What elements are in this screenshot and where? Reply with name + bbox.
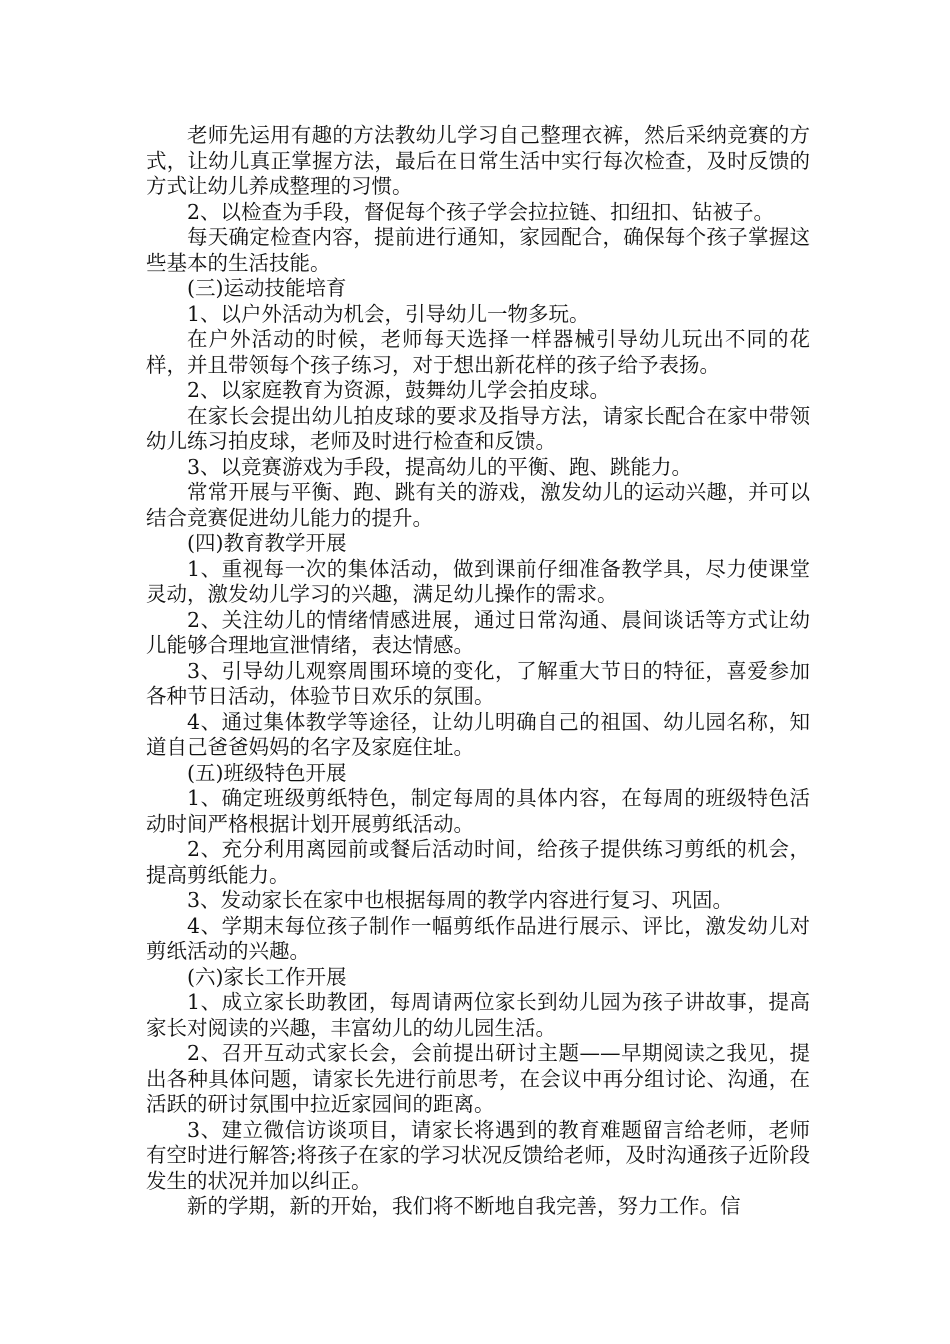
paragraph: 2、关注幼儿的情绪情感进展，通过日常沟通、晨间谈话等方式让幼儿能够合理地宣泄情绪，表达情感。 [146,607,810,657]
paragraph: 3、发动家长在家中也根据每周的教学内容进行复习、巩固。 [187,888,734,912]
paragraph: 2、以家庭教育为资源，鼓舞幼儿学会拍皮球。 [187,378,611,402]
paragraph: 1、成立家长助教团，每周请两位家长到幼儿园为孩子讲故事，提高家长对阅读的兴趣，丰富幼儿的幼儿园生活。 [146,990,810,1040]
paragraph: 老师先运用有趣的方法教幼儿学习自己整理衣裤，然后采纳竞赛的方式，让幼儿真正掌握方法，最后在日常生活中实行每次检查，及时反馈的方式让幼儿养成整理的习惯。 [146,123,810,198]
paragraph: 1、重视每一次的集体活动，做到课前仔细准备教学具，尽力使课堂灵动，激发幼儿学习的兴趣，满足幼儿操作的需求。 [146,556,810,606]
paragraph: 3、引导幼儿观察周围环境的变化，了解重大节日的特征，喜爱参加各种节日活动，体验节日欢乐的氛围。 [146,658,810,708]
section-heading: (三)运动技能培育 [187,276,347,300]
paragraph: 1、确定班级剪纸特色，制定每周的具体内容，在每周的班级特色活动时间严格根据计划开展剪纸活动。 [146,786,810,836]
section-heading: (四)教育教学开展 [187,531,347,555]
paragraph: 常常开展与平衡、跑、跳有关的游戏，激发幼儿的运动兴趣，并可以结合竞赛促进幼儿能力的提升。 [146,480,810,530]
paragraph: 4、通过集体教学等途径，让幼儿明确自己的祖国、幼儿园名称，知道自己爸爸妈妈的名字及家庭住址。 [146,709,810,759]
paragraph: 2、召开互动式家长会，会前提出研讨主题——早期阅读之我见，提出各种具体问题，请家长先进行前思考，在会议中再分组讨论、沟通，在活跃的研讨氛围中拉近家园间的距离。 [146,1041,810,1116]
paragraph: 3、建立微信访谈项目，请家长将遇到的教育难题留言给老师，老师有空时进行解答;将孩子在家的学习状况反馈给老师，及时沟通孩子近阶段发生的状况并加以纠正。 [146,1117,810,1193]
paragraph: 1、以户外活动为机会，引导幼儿一物多玩。 [187,301,590,326]
paragraph: 在户外活动的时候，老师每天选择一样器械引导幼儿玩出不同的花样，并且带领每个孩子练习，对于想出新花样的孩子给予表扬。 [146,327,810,377]
paragraph: 3、以竞赛游戏为手段，提高幼儿的平衡、跑、跳能力。 [187,454,693,479]
section-heading: (五)班级特色开展 [187,760,347,785]
paragraph: 新的学期，新的开始，我们将不断地自我完善，努力工作。信 [187,1194,741,1218]
section-heading: (六)家长工作开展 [187,964,347,989]
paragraph: 每天确定检查内容，提前进行通知，家园配合，确保每个孩子掌握这些基本的生活技能。 [146,225,810,275]
document-page [146,123,810,1220]
paragraph: 2、以检查为手段，督促每个孩子学会拉拉链、扣纽扣、钻被子。 [187,199,775,224]
paragraph: 在家长会提出幼儿拍皮球的要求及指导方法，请家长配合在家中带领幼儿练习拍皮球，老师及时进行检查和反馈。 [146,403,810,453]
paragraph: 2、充分利用离园前或餐后活动时间，给孩子提供练习剪纸的机会，提高剪纸能力。 [146,837,810,887]
paragraph: 4、学期末每位孩子制作一幅剪纸作品进行展示、评比，激发幼儿对剪纸活动的兴趣。 [146,913,810,963]
